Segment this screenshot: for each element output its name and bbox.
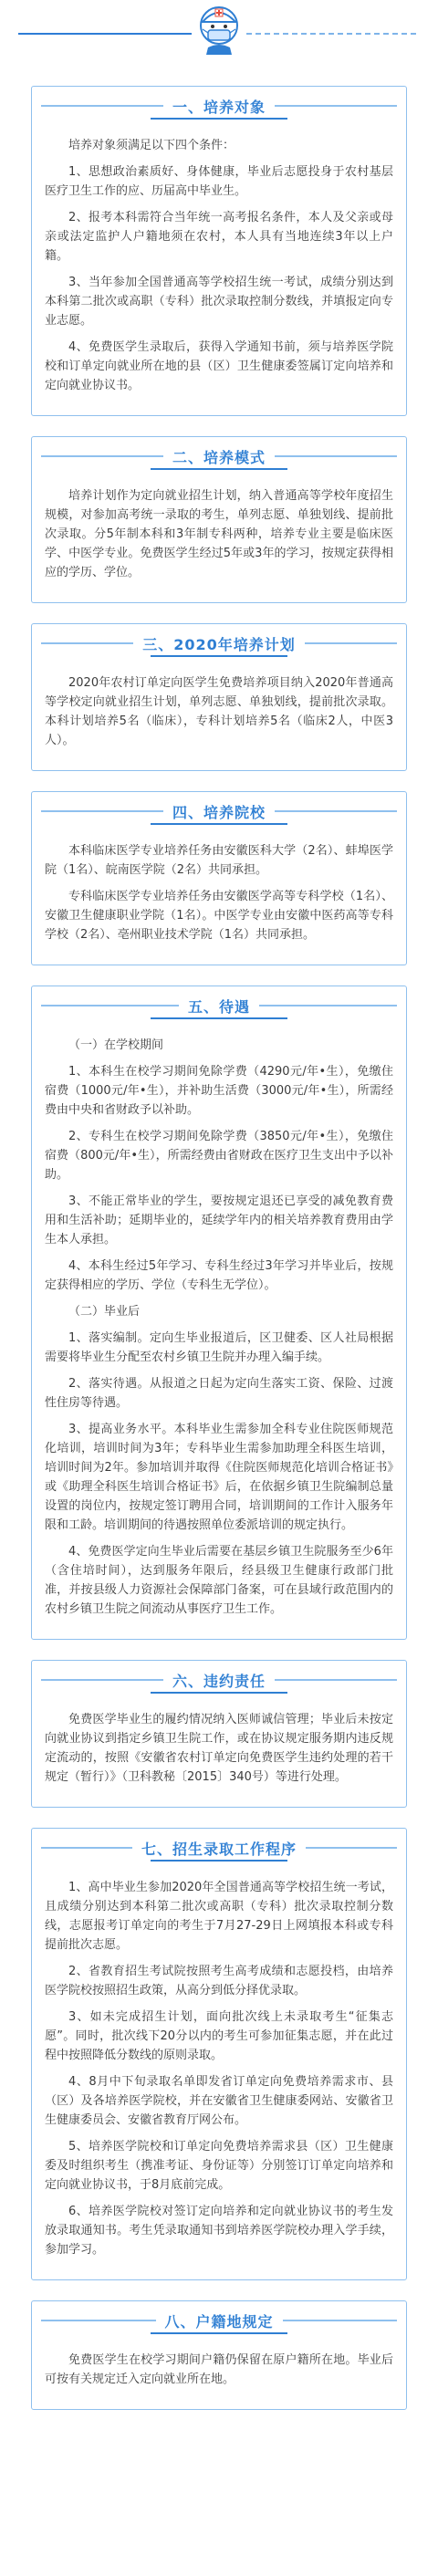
content-section-4 — [31, 791, 407, 965]
section-paragraph: 2、报考本科需符合当年统一高考报名条件，本人及父亲或母亲或法定监护人户籍地须在农村，本人具有当地连续3年以上户籍。 — [45, 211, 393, 263]
section-body — [45, 136, 393, 395]
section-body — [45, 2351, 393, 2389]
section-title-underline — [151, 2332, 287, 2334]
section-paragraph: 培养对象须满足以下四个条件： — [68, 139, 235, 152]
section-paragraph: 4、免费医学定向生毕业后需要在基层乡镇卫生院服务至少6年（含住培时间），达到服务年限后，经县级卫生健康行政部门批准，并按县级人力资源社会保障部门备案，可在县域行政范围内的农村乡镇卫生院之间流动从事医疗卫生工作。 — [45, 1545, 393, 1616]
section-paragraph: 1、落实编制。定向生毕业报道后，区卫健委、区人社局根据需要将毕业生分配至农村乡镇卫生院并办理入编手续。 — [45, 1331, 393, 1364]
content-section-3 — [31, 623, 407, 771]
section-paragraph: （二）毕业后 — [68, 1305, 141, 1319]
content-section-7 — [31, 1828, 407, 2280]
section-gap — [0, 66, 438, 86]
section-gap — [0, 2280, 438, 2300]
section-gap — [0, 771, 438, 791]
section-paragraph: 免费医学生在校学习期间户籍仍保留在原户籍所在地。毕业后可按有关规定迁入定向就业所在地。 — [45, 2353, 393, 2386]
section-paragraph: 2、省教育招生考试院按照考生高考成绩和志愿投档，由培养医学院校按照招生政策，从高分到低分择优录取。 — [45, 1965, 393, 1997]
section-paragraph: 1、本科生在校学习期间免除学费（4290元/年•生），免缴住宿费（1000元/年•生），并补助生活费（3000元/年•生），所需经费由中央和省财政予以补助。 — [45, 1065, 393, 1117]
section-title-underline — [151, 1017, 287, 1019]
section-title-underline — [151, 655, 287, 657]
section-paragraph: 2、专科生在校学习期间免除学费（3850元/年•生），免缴住宿费（800元/年•生），所需经费由省财政在医疗卫生支出中予以补助。 — [45, 1130, 393, 1182]
section-body — [45, 486, 393, 582]
section-header — [32, 1661, 406, 1699]
section-body — [45, 1878, 393, 2259]
section-header — [32, 87, 406, 125]
section-gap — [0, 416, 438, 436]
section-header — [32, 986, 406, 1025]
section-paragraph: 本科临床医学专业培养任务由安徽医科大学（2名）、蚌埠医学院（1名）、皖南医学院（2名）共同承担。 — [45, 844, 393, 877]
section-title: 三、2020年培养计划 — [142, 635, 296, 653]
section-body — [45, 673, 393, 750]
content-section-8 — [31, 2300, 407, 2410]
section-gap — [0, 1808, 438, 1828]
content-section-6 — [31, 1660, 407, 1808]
section-title-underline — [151, 823, 287, 825]
section-body — [45, 1036, 393, 1619]
doctor-mascot-icon — [195, 2, 243, 57]
sections-container — [0, 66, 438, 2410]
header-line-right — [246, 33, 420, 35]
section-paragraph: 4、免费医学生录取后，获得入学通知书前，须与培养医学院校和订单定向就业所在地的县（区）卫生健康委签属订定向培养和定向就业协议书。 — [45, 340, 393, 392]
section-title: 六、违约责任 — [172, 1672, 266, 1690]
section-paragraph: 4、8月中下旬录取名单即发省订单定向免费培养需求市、县（区）及各培养医学院校，并在安徽省卫生健康委网站、安徽省卫生健康委员会、安徽省教育厅网公布。 — [45, 2075, 393, 2127]
section-header — [32, 2301, 406, 2340]
section-paragraph: 3、不能正常毕业的学生，要按规定退还已享受的减免教育费用和生活补助；延期毕业的，延续学年内的相关培养教育费用由学生本人承担。 — [45, 1194, 393, 1246]
section-paragraph: 3、当年参加全国普通高等学校招生统一考试，成绩分别达到本科第二批次或高职（专科）批次录取控制分数线，并填报定向专业志愿。 — [45, 276, 393, 328]
section-paragraph: 专科临床医学专业培养任务由安徽医学高等专科学校（1名）、安徽卫生健康职业学院（1名）。中医学专业由安徽中医药高等专科学校（2名）、亳州职业技术学院（1名）共同承担。 — [45, 890, 393, 942]
section-title: 二、培养模式 — [172, 448, 266, 466]
section-header — [32, 792, 406, 830]
section-paragraph: （一）在学校期间 — [68, 1038, 164, 1052]
section-paragraph: 5、培养医学院校和订单定向免费培养需求县（区）卫生健康委及时组织考生（携准考证、身份证等）分别签订订单定向培养和定向就业协议书，于8月底前完成。 — [45, 2140, 393, 2192]
section-title-underline — [151, 1860, 287, 1862]
section-paragraph: 2020年农村订单定向医学生免费培养项目纳入2020年普通高等学校定向就业招生计划，单列志愿、单独划线，提前批次录取。本科计划培养5名（临床），专科计划培养5名（临床2人，中医3人）。 — [45, 676, 393, 747]
section-title-underline — [151, 118, 287, 120]
section-paragraph: 1、思想政治素质好、身体健康，毕业后志愿投身于农村基层医疗卫生工作的应、历届高中毕业生。 — [45, 165, 393, 198]
section-title-underline — [151, 1692, 287, 1694]
section-title: 七、招生录取工作程序 — [141, 1840, 297, 1858]
section-gap — [0, 603, 438, 623]
content-section-1 — [31, 86, 407, 416]
header-decoration — [0, 0, 438, 66]
header-line-left — [18, 33, 192, 35]
section-paragraph: 免费医学毕业生的履约情况纳入医师诚信管理；毕业后未按定向就业协议到指定乡镇卫生院工作，或在协议规定服务期内违反规定流动的，按照《安徽省农村订单定向免费医学生违约处理的若干规定（暂行）》（卫科教秘〔2015〕340号）等进行处理。 — [45, 1713, 393, 1784]
section-title: 一、培养对象 — [172, 98, 266, 116]
section-title: 五、待遇 — [188, 997, 251, 1016]
section-paragraph: 3、如未完成招生计划，面向批次线上未录取考生“征集志愿”。同时，批次线下20分以内的考生可参加征集志愿，并在此过程中按照降低分数线的原则录取。 — [45, 2010, 393, 2062]
section-body — [45, 841, 393, 944]
section-title: 八、户籍地规定 — [164, 2312, 274, 2331]
section-gap — [0, 965, 438, 986]
section-header — [32, 624, 406, 662]
section-paragraph: 培养计划作为定向就业招生计划，纳入普通高等学校年度招生规模，对参加高考统一录取的考生，单列志愿、单独划线、提前批次录取。分5年制本科和3年制专科两种，培养专业主要是临床医学、中医学专业。免费医学生经过5年或3年的学习，按规定获得相应的学历、学位。 — [45, 489, 393, 579]
content-section-5 — [31, 986, 407, 1640]
section-title: 四、培养院校 — [172, 803, 266, 821]
content-section-2 — [31, 436, 407, 603]
section-paragraph: 1、高中毕业生参加2020年全国普通高等学校招生统一考试，且成绩分别达到本科第二批次或高职（专科）批次录取控制分数线，志愿报考订单定向的考生于7月27-29日上网填报本科或专科提前批次志愿。 — [45, 1881, 393, 1952]
section-body — [45, 1710, 393, 1787]
section-gap — [0, 1640, 438, 1660]
section-paragraph: 4、本科生经过5年学习、专科生经过3年学习并毕业后，按规定获得相应的学历、学位（专科生无学位）。 — [45, 1259, 393, 1292]
section-paragraph: 2、落实待遇。从报道之日起为定向生落实工资、保险、过渡性住房等待遇。 — [45, 1377, 393, 1410]
section-paragraph: 3、提高业务水平。本科毕业生需参加全科专业住院医师规范化培训，培训时间为3年；专科毕业生需参加助理全科医生培训，培训时间为2年。参加培训并取得《住院医师规范化培训合格证书》或《助理全科医生培训合格证书》后，在依据乡镇卫生院编制总量设置的岗位内，按规定签订聘用合同，培训期间的工作计入服务年限和工龄。培训期间的待遇按照单位委派培训的规定执行。 — [45, 1423, 393, 1532]
section-header — [32, 1829, 406, 1867]
section-title-underline — [151, 468, 287, 470]
section-paragraph: 6、培养医学院校对签订定向培养和定向就业协议书的考生发放录取通知书。考生凭录取通知书到培养医学院校办理入学手续，参加学习。 — [45, 2205, 393, 2257]
section-header — [32, 437, 406, 475]
